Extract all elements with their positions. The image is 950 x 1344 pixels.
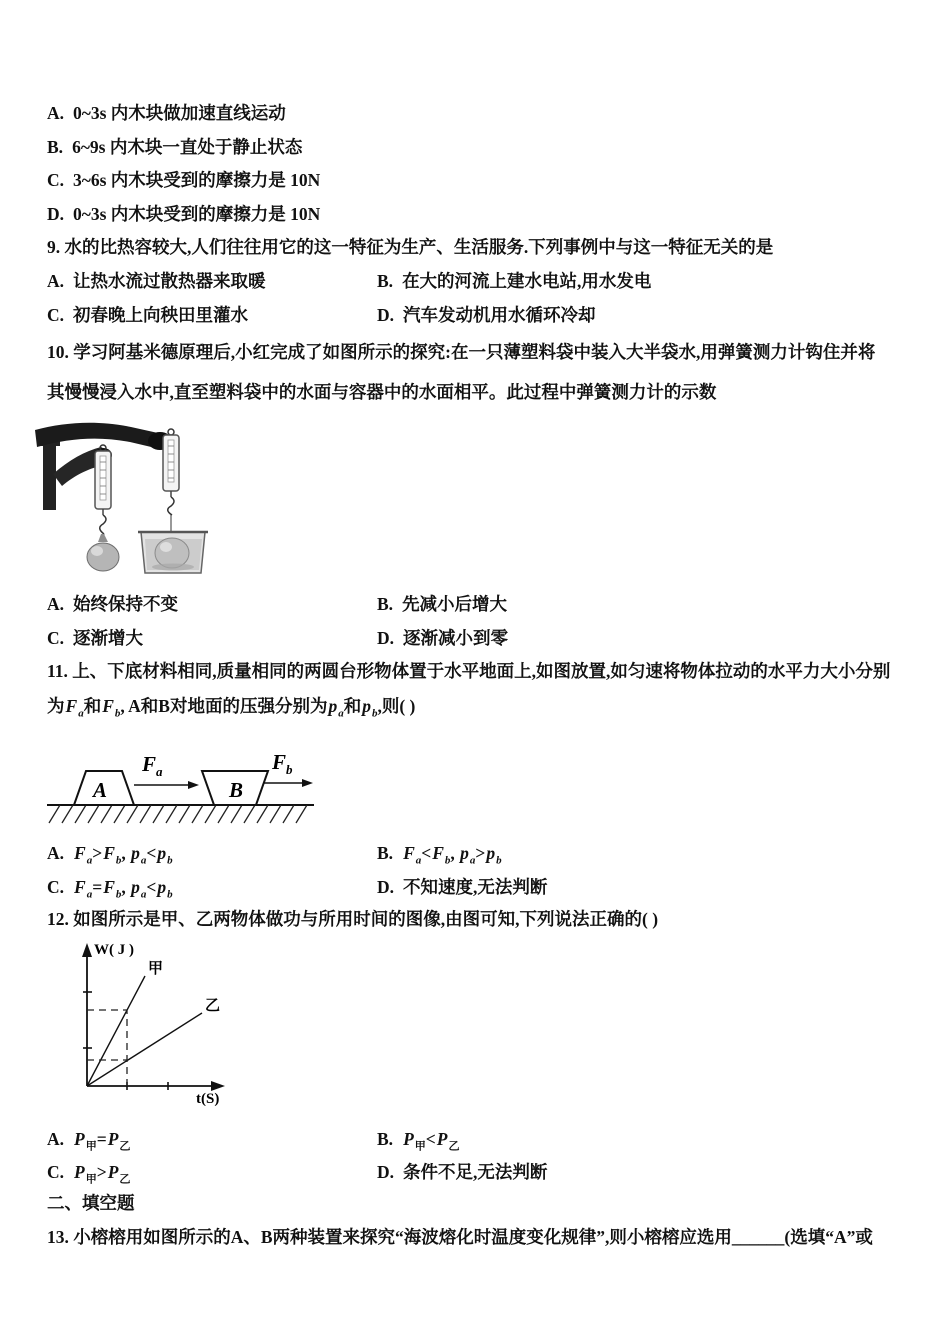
section-title-fill-in: 二、填空题 (47, 1193, 135, 1213)
q12-option-c (47, 1161, 131, 1186)
q10-stem-line1: 10. 学习阿基米德原理后,小红完成了如图所示的探究:在一只薄塑料袋中装入大半袋水,用弹簧测力计钩住并将 (47, 342, 876, 362)
q11-option-a (47, 842, 173, 867)
line-jia (87, 960, 163, 1086)
q10-option-c (47, 627, 143, 649)
option-letter: C. (47, 305, 65, 325)
spring-scale-right-icon (163, 429, 179, 538)
block-a-label: A (92, 778, 108, 802)
q13-stem: 13. 小榕榕用如图所示的A、B两种装置来探究“海波熔化时温度变化规律”,则小榕榕应选用______(选填“A”或 (47, 1227, 873, 1247)
option-letter: C. (47, 170, 65, 190)
option-text: 逐渐增大 (73, 628, 144, 648)
option-letter: C. (47, 628, 65, 648)
option-text: 6~9s 内木块一直处于静止状态 (72, 137, 303, 157)
force-fa-symbol: F (142, 752, 157, 776)
q12-option-b (377, 1128, 460, 1153)
block-b (202, 771, 268, 805)
option-text: 让热水流过散热器来取暖 (73, 271, 266, 291)
line-jia-label: 甲 (148, 961, 164, 977)
option-text: 不知速度,无法判断 (403, 877, 548, 897)
svg-text:Fb (271, 750, 293, 777)
option-letter: A. (47, 843, 65, 863)
w-axis-label: W( J ) (94, 942, 134, 958)
force-fb-symbol: F (272, 750, 287, 774)
beaker-icon (138, 532, 208, 573)
option-text: 逐渐减小到零 (403, 628, 509, 648)
t-axis-label: t(S) (196, 1091, 220, 1106)
svg-text:Fa (141, 752, 163, 779)
option-letter: D. (377, 628, 395, 648)
spring-scale-left-icon (95, 445, 111, 534)
q11-option-c (47, 876, 173, 901)
line-yi (87, 997, 220, 1086)
q8-option-c (47, 169, 320, 191)
option-formula: $P_甲>P_乙$ (74, 1162, 131, 1186)
ground-hatching (47, 805, 314, 823)
force-fa-arrow (134, 752, 199, 789)
q12-option-a (47, 1128, 131, 1153)
option-letter: C. (47, 877, 65, 897)
option-text: 3~6s 内木块受到的摩擦力是 10N (73, 170, 321, 190)
option-formula: $F_a=F_b$, $p_a<p_b$ (74, 877, 173, 901)
q10-option-d (377, 627, 508, 649)
option-letter: C. (47, 1162, 65, 1182)
option-formula: $P_甲<P_乙$ (403, 1129, 460, 1153)
option-letter: B. (377, 843, 394, 863)
work-time-graph-figure (52, 936, 262, 1106)
q12-option-d (377, 1161, 547, 1183)
q10-option-a (47, 593, 178, 615)
option-text: 0~3s 内木块受到的摩擦力是 10N (73, 204, 321, 224)
option-formula: $F_a>F_b$, $p_a<p_b$ (74, 843, 173, 867)
force-fa-subscript: a (156, 764, 163, 779)
option-letter: B. (377, 271, 394, 291)
option-formula: $F_a<F_b$, $p_a>p_b$ (403, 843, 502, 867)
option-letter: A. (47, 594, 65, 614)
option-text: 在大的河流上建水电站,用水发电 (402, 271, 652, 291)
q11-option-b (377, 842, 502, 867)
option-text: 初春晚上向秧田里灌水 (73, 305, 249, 325)
q11-option-d (377, 876, 547, 898)
option-letter: B. (377, 594, 394, 614)
option-letter: A. (47, 103, 65, 123)
option-formula: $P_甲=P_乙$ (74, 1129, 131, 1153)
q8-option-d (47, 203, 320, 225)
q9-option-a (47, 270, 266, 292)
option-letter: D. (377, 1162, 395, 1182)
q9-option-c (47, 304, 248, 326)
option-text: 始终保持不变 (73, 594, 179, 614)
option-letter: D. (377, 877, 395, 897)
option-letter: A. (47, 1129, 65, 1149)
option-letter: D. (377, 305, 395, 325)
q11-stem-line1: 11. 上、下底材料相同,质量相同的两圆台形物体置于水平地面上,如图放置,如匀速将物体拉动的水平力大小分别 (47, 661, 891, 681)
trapezoid-blocks-figure (42, 733, 317, 828)
q8-option-a (47, 102, 286, 124)
block-a (74, 771, 134, 805)
option-letter: B. (377, 1129, 394, 1149)
q10-option-b (377, 593, 507, 615)
option-text: 先减小后增大 (402, 594, 508, 614)
force-fb-subscript: b (286, 762, 293, 777)
q8-option-b (47, 136, 302, 158)
option-letter: B. (47, 137, 64, 157)
q9-option-d (377, 304, 596, 326)
q12-stem: 12. 如图所示是甲、乙两物体做功与所用时间的图像,由图可知,下列说法正确的( ) (47, 909, 659, 929)
q9-stem: 9. 水的比热容较大,人们往往用它的这一特征为生产、生活服务.下列事例中与这一特征无关的是 (47, 237, 774, 257)
line-yi-label: 乙 (205, 998, 221, 1014)
option-letter: A. (47, 271, 65, 291)
spring-scale-experiment-figure (35, 420, 245, 575)
q10-stem-line2: 其慢慢浸入水中,直至塑料袋中的水面与容器中的水面相平。此过程中弹簧测力计的示数 (47, 382, 717, 402)
force-fb-arrow (264, 750, 313, 787)
option-letter: D. (47, 204, 65, 224)
q11-stem-line2: 为$F_a$和$F_b$, A和B对地面的压强分别为$p_a$和$p_b$,则( ) (47, 696, 416, 720)
block-b-label: B (228, 778, 244, 802)
option-text: 条件不足,无法判断 (403, 1162, 548, 1182)
option-text: 汽车发动机用水循环冷却 (403, 305, 596, 325)
water-bag-icon (87, 534, 119, 571)
option-text: 0~3s 内木块做加速直线运动 (73, 103, 286, 123)
q9-option-b (377, 270, 651, 292)
